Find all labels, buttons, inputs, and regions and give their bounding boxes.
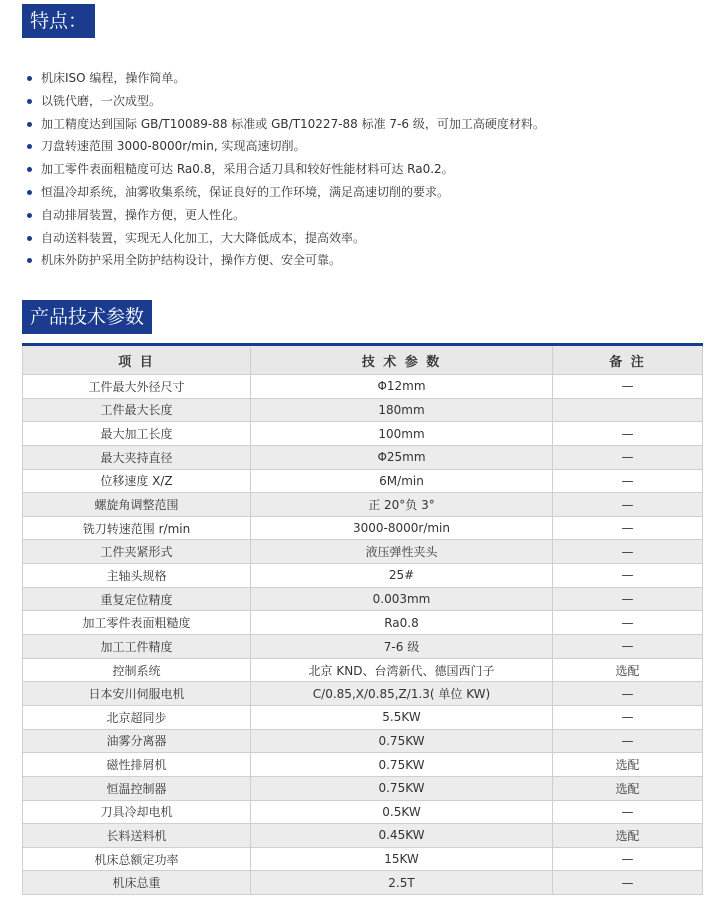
parameter-cell: 0.003mm — [251, 587, 553, 611]
parameter-cell: 0.5KW — [251, 800, 553, 824]
table-row — [23, 564, 703, 588]
item-cell: 机床总重 — [23, 871, 251, 895]
item-cell: 加工零件表面粗糙度 — [23, 611, 251, 635]
feature-item: 机床ISO 编程，操作简单。 — [26, 67, 545, 90]
header-item: 项 目 — [23, 345, 251, 375]
item-cell: 位移速度 X/Z — [23, 469, 251, 493]
item-cell: 铣刀转速范围 r/min — [23, 516, 251, 540]
parameter-cell: Φ12mm — [251, 375, 553, 399]
item-cell: 机床总额定功率 — [23, 847, 251, 871]
note-cell: 选配 — [553, 824, 703, 848]
parameter-cell: 25# — [251, 564, 553, 588]
note-cell: 选配 — [553, 753, 703, 777]
table-row — [23, 635, 703, 659]
note-cell: — — [553, 635, 703, 659]
parameter-cell: 北京 KND、台湾新代、德国西门子 — [251, 658, 553, 682]
table-row — [23, 422, 703, 446]
feature-item: 加工零件表面粗糙度可达 Ra0.8，采用合适刀具和较好性能材料可达 Ra0.2。 — [26, 158, 545, 181]
item-cell: 最大加工长度 — [23, 422, 251, 446]
parameter-cell: 0.45KW — [251, 824, 553, 848]
parameter-cell: 3000-8000r/min — [251, 516, 553, 540]
note-cell: — — [553, 705, 703, 729]
table-row — [23, 682, 703, 706]
note-cell: 选配 — [553, 658, 703, 682]
parameter-cell: 7-6 级 — [251, 635, 553, 659]
item-cell: 刀具冷却电机 — [23, 800, 251, 824]
note-cell: — — [553, 493, 703, 517]
item-cell: 最大夹持直径 — [23, 445, 251, 469]
table-row — [23, 753, 703, 777]
spec-table-body — [23, 375, 703, 895]
table-row — [23, 469, 703, 493]
parameter-cell: 液压弹性夹头 — [251, 540, 553, 564]
note-cell: 选配 — [553, 776, 703, 800]
feature-item: 自动排屑装置，操作方便，更人性化。 — [26, 204, 545, 227]
note-cell: — — [553, 800, 703, 824]
note-cell: — — [553, 516, 703, 540]
item-cell: 磁性排屑机 — [23, 753, 251, 777]
note-cell: — — [553, 564, 703, 588]
parameter-cell: 0.75KW — [251, 753, 553, 777]
table-row — [23, 540, 703, 564]
feature-list — [26, 67, 545, 272]
item-cell: 重复定位精度 — [23, 587, 251, 611]
feature-item: 刀盘转速范围 3000-8000r/min, 实现高速切削。 — [26, 135, 545, 158]
table-row — [23, 776, 703, 800]
table-row — [23, 516, 703, 540]
parameter-cell: 6M/min — [251, 469, 553, 493]
table-row — [23, 611, 703, 635]
feature-item: 加工精度达到国际 GB/T10089-88 标准或 GB/T10227-88 标准 7-6 级，可加工高硬度材料。 — [26, 113, 545, 136]
item-cell: 螺旋角调整范围 — [23, 493, 251, 517]
item-cell: 北京超同步 — [23, 705, 251, 729]
parameter-cell: 0.75KW — [251, 729, 553, 753]
table-row — [23, 375, 703, 399]
parameter-cell: 正 20°负 3° — [251, 493, 553, 517]
table-row — [23, 493, 703, 517]
note-cell: — — [553, 540, 703, 564]
note-cell: — — [553, 469, 703, 493]
parameter-cell: Ra0.8 — [251, 611, 553, 635]
feature-item: 以铣代磨，一次成型。 — [26, 90, 545, 113]
table-row — [23, 800, 703, 824]
parameter-cell: 0.75KW — [251, 776, 553, 800]
table-row — [23, 705, 703, 729]
table-row — [23, 729, 703, 753]
features-heading: 特点： — [22, 4, 95, 38]
item-cell: 控制系统 — [23, 658, 251, 682]
table-header-row — [23, 345, 703, 375]
parameter-cell: Φ25mm — [251, 445, 553, 469]
header-parameter: 技 术 参 数 — [251, 345, 553, 375]
parameter-cell: 100mm — [251, 422, 553, 446]
item-cell: 油雾分离器 — [23, 729, 251, 753]
header-note: 备 注 — [553, 345, 703, 375]
feature-item: 自动送料装置，实现无人化加工，大大降低成本，提高效率。 — [26, 227, 545, 250]
item-cell: 主轴头规格 — [23, 564, 251, 588]
item-cell: 恒温控制器 — [23, 776, 251, 800]
parameter-cell: 180mm — [251, 398, 553, 422]
note-cell: — — [553, 871, 703, 895]
parameter-cell: C/0.85,X/0.85,Z/1.3( 单位 KW) — [251, 682, 553, 706]
note-cell — [553, 398, 703, 422]
parameter-cell: 2.5T — [251, 871, 553, 895]
table-row — [23, 398, 703, 422]
item-cell: 日本安川伺服电机 — [23, 682, 251, 706]
item-cell: 加工工件精度 — [23, 635, 251, 659]
note-cell: — — [553, 375, 703, 399]
parameter-cell: 5.5KW — [251, 705, 553, 729]
note-cell: — — [553, 587, 703, 611]
note-cell: — — [553, 729, 703, 753]
table-row — [23, 658, 703, 682]
note-cell: — — [553, 847, 703, 871]
item-cell: 长料送料机 — [23, 824, 251, 848]
table-row — [23, 824, 703, 848]
specs-heading: 产品技术参数 — [22, 300, 152, 334]
note-cell: — — [553, 611, 703, 635]
spec-table — [22, 343, 703, 895]
note-cell: — — [553, 445, 703, 469]
table-row — [23, 587, 703, 611]
item-cell: 工件最大外径尺寸 — [23, 375, 251, 399]
item-cell: 工件夹紧形式 — [23, 540, 251, 564]
note-cell: — — [553, 682, 703, 706]
parameter-cell: 15KW — [251, 847, 553, 871]
feature-item: 恒温冷却系统，油雾收集系统，保证良好的工作环境，满足高速切削的要求。 — [26, 181, 545, 204]
note-cell: — — [553, 422, 703, 446]
table-row — [23, 847, 703, 871]
item-cell: 工件最大长度 — [23, 398, 251, 422]
feature-item: 机床外防护采用全防护结构设计，操作方便、安全可靠。 — [26, 249, 545, 272]
table-row — [23, 445, 703, 469]
table-row — [23, 871, 703, 895]
